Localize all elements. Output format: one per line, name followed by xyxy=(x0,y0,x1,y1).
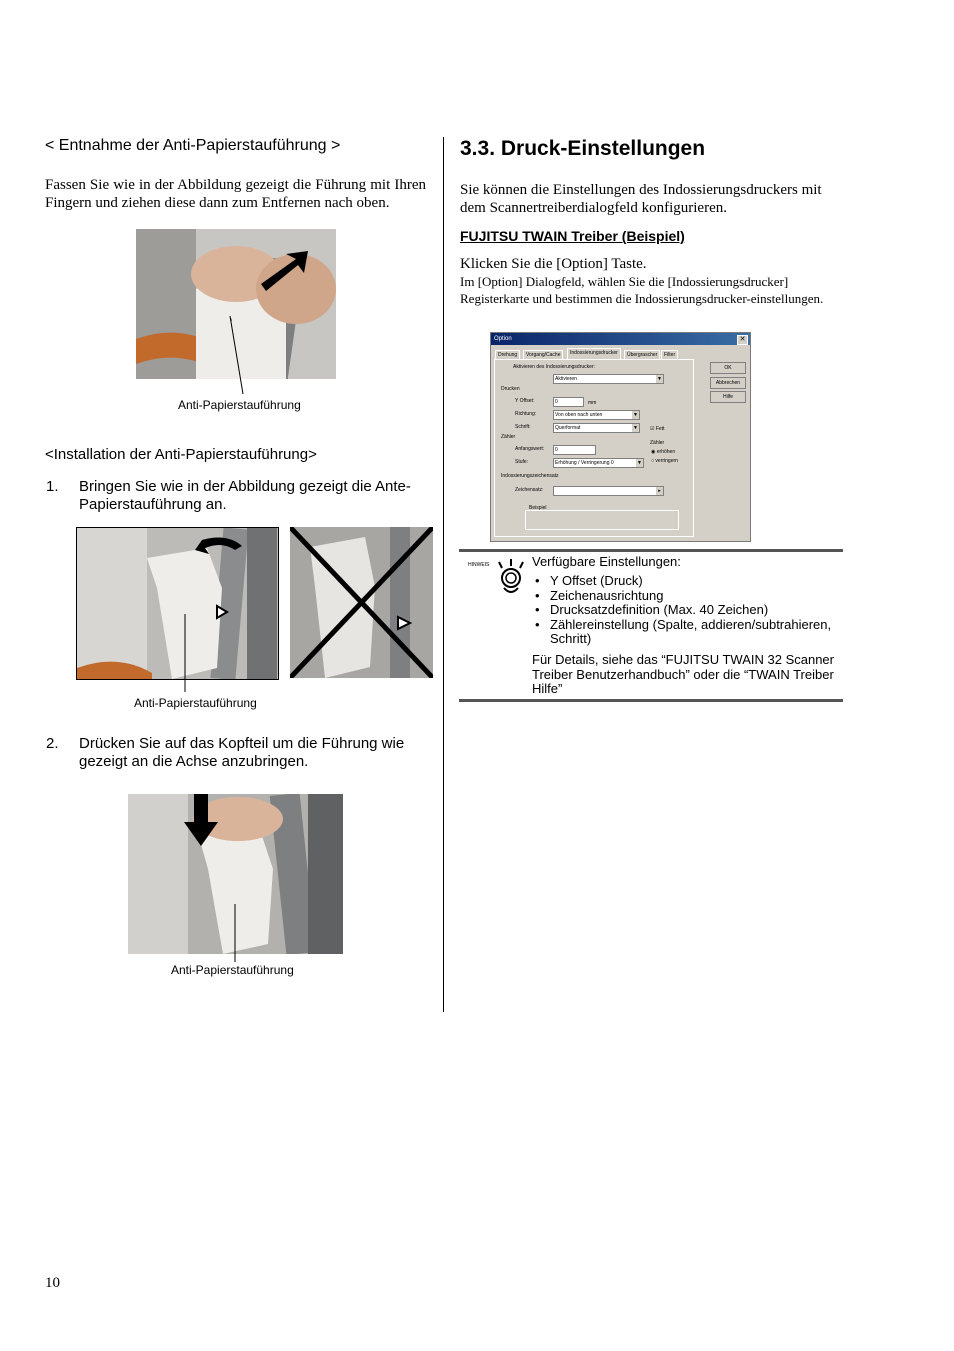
install-wrong-illustration xyxy=(290,527,433,678)
start-value-input[interactable]: 0 xyxy=(553,445,596,455)
activate-select[interactable] xyxy=(553,374,664,384)
click-instruction: Klicken Sie die [Option] Taste. xyxy=(460,256,647,272)
note-list xyxy=(535,574,835,647)
list-item: • Drucksatzdefinition (Max. 40 Zeichen) xyxy=(535,602,769,618)
photo-install-correct xyxy=(76,527,279,680)
example-label: Beispiel xyxy=(529,505,547,511)
step1-text: Bringen Sie wie in der Abbildung gezeigt die Ante-Papierstauführung an. xyxy=(79,478,411,513)
option-dialog xyxy=(490,332,751,542)
section-title: 3.3. Druck-Einstellungen xyxy=(460,137,706,160)
chevron-down-icon: ▼ xyxy=(633,412,638,418)
dialog-close-button[interactable]: ✕ xyxy=(737,335,748,345)
y-offset-unit: mm xyxy=(588,400,597,406)
y-offset-input[interactable]: 0 xyxy=(553,397,584,407)
chevron-down-icon: ▼ xyxy=(657,376,662,382)
photo-install-wrong xyxy=(290,527,433,678)
note-title: Verfügbare Einstellungen: xyxy=(532,554,681,569)
page-number: 10 xyxy=(45,1275,60,1291)
example-box xyxy=(525,510,679,530)
tab-rotation[interactable]: Drehung xyxy=(495,350,520,360)
note-icon-label: HINWEIS xyxy=(468,562,490,568)
tab-overscan[interactable]: Übergrascher xyxy=(624,350,660,360)
column-divider xyxy=(443,137,444,1012)
radio-increment-label: erhöhen xyxy=(656,449,676,455)
bold-checkbox[interactable]: ☑ Fett xyxy=(650,426,665,432)
counter-group-label: Zähler xyxy=(501,434,516,440)
ok-button[interactable]: OK xyxy=(710,362,746,374)
counter-direction-label: Zähler xyxy=(650,440,665,446)
bold-label: Fett xyxy=(655,426,665,432)
install-heading: <Installation der Anti-Papierstauführung> xyxy=(45,446,317,463)
font-label: Schrift: xyxy=(515,424,531,430)
note-bottom-rule xyxy=(459,699,843,702)
direction-select[interactable] xyxy=(553,410,640,420)
dialog-instruction: Im [Option] Dialogfeld, wählen Sie die [Indossierungsdrucker] Registerkarte und bestimmen die Indossierungsdrucker-einstellungen. xyxy=(460,274,824,306)
dialog-titlebar xyxy=(491,333,750,345)
imprinter-panel xyxy=(494,359,694,537)
leader-line-1-svg xyxy=(226,316,256,396)
radio-decrement-label: verringern xyxy=(655,458,678,464)
print-group-label: Drucken xyxy=(501,386,520,392)
note-top-rule xyxy=(459,549,843,552)
radio-decrement[interactable]: ○ verringern xyxy=(651,458,678,464)
note-details: Für Details, siehe das “FUJITSU TWAIN 32 Scanner Treiber Benutzerhandbuch” oder die “TWAIN Treiber Hilfe” xyxy=(532,652,834,697)
leader-line-3 xyxy=(233,904,237,964)
chevron-down-icon: ▼ xyxy=(637,460,642,466)
note-icon xyxy=(466,556,526,598)
dialog-title: Option xyxy=(494,336,512,342)
step1-number: 1. xyxy=(46,478,59,495)
chevron-right-icon: ▸ xyxy=(656,487,663,495)
step-label: Stufe: xyxy=(515,459,529,465)
string-input[interactable] xyxy=(553,486,664,496)
subheading: FUJITSU TWAIN Treiber (Beispiel) xyxy=(460,228,685,244)
caption-1: Anti-Papierstauführung xyxy=(178,398,301,412)
step2-number: 2. xyxy=(46,735,59,752)
activate-label: Aktivieren des Indossierungsdrucker: xyxy=(513,364,595,370)
font-select[interactable] xyxy=(553,423,640,433)
help-button[interactable]: Hilfe xyxy=(710,391,746,403)
step-select[interactable] xyxy=(553,458,644,468)
caption-2: Anti-Papierstauführung xyxy=(134,696,257,710)
y-offset-label: Y Offset: xyxy=(515,398,535,404)
radio-increment[interactable]: ◉ erhöhen xyxy=(651,449,676,455)
caption-3: Anti-Papierstauführung xyxy=(171,963,294,977)
tab-imprinter[interactable]: Indossierungsdrucker xyxy=(567,348,621,360)
direction-value: Von oben nach unten xyxy=(555,412,603,418)
tab-filter[interactable]: Filter xyxy=(661,350,678,360)
font-value: Querformat xyxy=(555,425,581,431)
step2-text: Drücken Sie auf das Kopfteil um die Führung wie gezeigt an die Achse anzubringen. xyxy=(79,735,405,770)
chevron-down-icon: ▼ xyxy=(633,425,638,431)
direction-label: Richtung: xyxy=(515,411,537,417)
string-label: Zeichensatz: xyxy=(515,487,544,493)
list-item: • Y Offset (Druck) xyxy=(535,573,643,588)
activate-value: Aktivieren xyxy=(555,376,577,382)
step-value: Erhöhung / Verringerung 0 xyxy=(555,460,614,466)
install-correct-illustration xyxy=(77,528,278,679)
removal-text: Fassen Sie wie in der Abbildung gezeigt die Führung mit Ihren Fingern und ziehen diese dann zum Entfernen nach oben. xyxy=(45,177,426,211)
tab-process-cache[interactable]: Vorgang/Cache xyxy=(523,350,563,360)
list-item: • Zeichenausrichtung xyxy=(535,587,664,603)
section-intro: Sie können die Einstellungen des Indossierungsdruckers mit dem Scannertreiberdialogfeld konfigurieren. xyxy=(460,182,822,216)
leader-line-2 xyxy=(183,614,187,694)
list-item: • Zählereinstellung (Spalte, addieren/subtrahieren, Schritt) xyxy=(535,616,832,647)
string-group-label: Indossierungszeichensatz xyxy=(501,473,559,479)
removal-heading: < Entnahme der Anti-Papierstauführung > xyxy=(45,137,341,154)
cancel-button[interactable]: Abbrechen xyxy=(710,377,746,389)
start-value-label: Anfangswert: xyxy=(515,446,545,452)
